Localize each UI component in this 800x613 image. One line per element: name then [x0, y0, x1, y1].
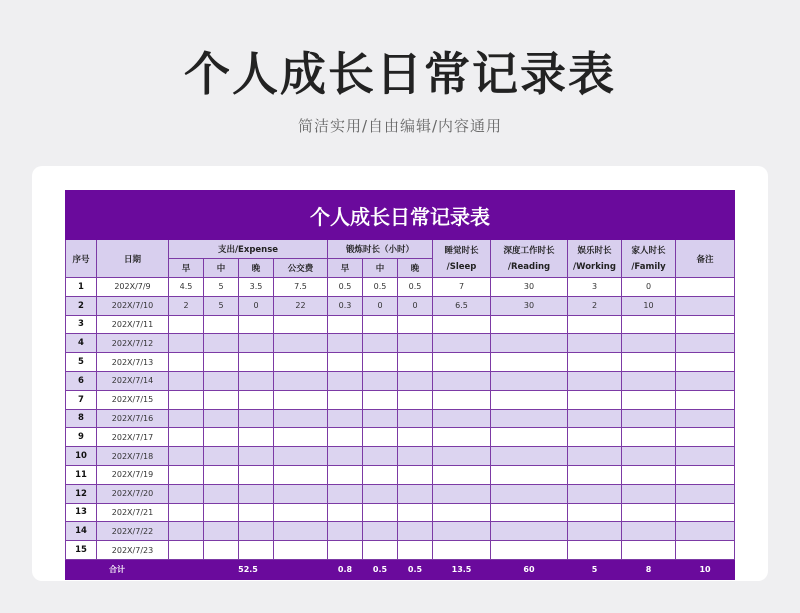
cell-exercise-morning[interactable] [328, 541, 363, 560]
col-family-header-en: /Family [631, 261, 666, 272]
cell-notes[interactable] [676, 334, 735, 353]
cell-sleep[interactable] [433, 503, 491, 522]
table-row [66, 315, 735, 334]
cell-expense-noon[interactable] [204, 428, 239, 447]
cell-sleep[interactable] [433, 541, 491, 560]
cell-notes[interactable] [676, 315, 735, 334]
cell-exercise-noon[interactable] [363, 315, 398, 334]
table-row [66, 390, 735, 409]
cell-expense-transit[interactable] [274, 428, 328, 447]
cell-exercise-noon[interactable]: 0 [363, 296, 398, 315]
table-body [66, 278, 735, 560]
cell-exercise-evening[interactable] [398, 428, 433, 447]
cell-family[interactable] [622, 371, 676, 390]
col-index-header: 序号 [66, 240, 97, 278]
expense-transit-header: 公交费 [274, 259, 328, 278]
cell-exercise-morning[interactable] [328, 447, 363, 466]
totals-row [66, 559, 735, 579]
cell-working[interactable] [568, 541, 622, 560]
cell-date[interactable]: 202X/7/11 [97, 315, 169, 334]
cell-index: 11 [66, 465, 97, 484]
col-expense-header: 支出/Expense [169, 240, 328, 259]
cell-sleep[interactable] [433, 334, 491, 353]
table-row [66, 484, 735, 503]
page-subtitle: 简洁实用/自由编辑/内容通用 [297, 117, 503, 135]
cell-sleep[interactable] [433, 428, 491, 447]
cell-expense-evening[interactable] [239, 484, 274, 503]
cell-working[interactable]: 3 [568, 278, 622, 297]
cell-expense-noon[interactable] [204, 353, 239, 372]
cell-expense-evening[interactable] [239, 390, 274, 409]
cell-reading[interactable] [491, 334, 568, 353]
cell-expense-transit[interactable] [274, 409, 328, 428]
total-expense[interactable]: 52.5 [169, 559, 328, 579]
cell-family[interactable] [622, 315, 676, 334]
cell-notes[interactable] [676, 296, 735, 315]
cell-expense-transit[interactable] [274, 371, 328, 390]
cell-expense-transit[interactable] [274, 541, 328, 560]
cell-sleep[interactable] [433, 409, 491, 428]
cell-notes[interactable] [676, 522, 735, 541]
exercise-noon-header: 中 [363, 259, 398, 278]
cell-family[interactable]: 0 [622, 278, 676, 297]
cell-expense-evening[interactable] [239, 334, 274, 353]
cell-family[interactable]: 10 [622, 296, 676, 315]
cell-reading[interactable]: 30 [491, 296, 568, 315]
cell-reading[interactable] [491, 522, 568, 541]
cell-notes[interactable] [676, 278, 735, 297]
cell-expense-noon[interactable]: 5 [204, 278, 239, 297]
cell-index: 13 [66, 503, 97, 522]
col-family-header [622, 240, 676, 278]
cell-expense-transit[interactable] [274, 447, 328, 466]
cell-index: 6 [66, 371, 97, 390]
cell-exercise-morning[interactable] [328, 522, 363, 541]
cell-exercise-noon[interactable] [363, 522, 398, 541]
cell-date[interactable]: 202X/7/12 [97, 334, 169, 353]
cell-exercise-noon[interactable] [363, 353, 398, 372]
cell-sleep[interactable] [433, 522, 491, 541]
cell-working[interactable] [568, 334, 622, 353]
cell-expense-noon[interactable] [204, 371, 239, 390]
cell-notes[interactable] [676, 484, 735, 503]
cell-notes[interactable] [676, 371, 735, 390]
table-row [66, 353, 735, 372]
cell-date[interactable]: 202X/7/14 [97, 371, 169, 390]
cell-notes[interactable] [676, 390, 735, 409]
cell-reading[interactable] [491, 465, 568, 484]
cell-expense-noon[interactable] [204, 522, 239, 541]
cell-exercise-noon[interactable]: 0.5 [363, 278, 398, 297]
cell-expense-noon[interactable] [204, 447, 239, 466]
cell-expense-morning[interactable] [169, 353, 204, 372]
cell-index: 2 [66, 296, 97, 315]
cell-family[interactable] [622, 353, 676, 372]
cell-notes[interactable] [676, 409, 735, 428]
cell-exercise-morning[interactable]: 0.3 [328, 296, 363, 315]
cell-exercise-evening[interactable] [398, 503, 433, 522]
cell-expense-morning[interactable] [169, 503, 204, 522]
cell-index: 1 [66, 278, 97, 297]
total-notes[interactable]: 10 [676, 559, 735, 579]
cell-working[interactable] [568, 428, 622, 447]
cell-expense-evening[interactable] [239, 315, 274, 334]
cell-expense-transit[interactable] [274, 522, 328, 541]
cell-index: 3 [66, 315, 97, 334]
table-row [66, 409, 735, 428]
cell-expense-evening[interactable] [239, 447, 274, 466]
total-family[interactable]: 8 [622, 559, 676, 579]
cell-exercise-noon[interactable] [363, 390, 398, 409]
total-sleep[interactable]: 13.5 [433, 559, 491, 579]
cell-index: 15 [66, 541, 97, 560]
cell-expense-evening[interactable] [239, 541, 274, 560]
cell-index: 5 [66, 353, 97, 372]
cell-notes[interactable] [676, 428, 735, 447]
table-row [66, 503, 735, 522]
cell-working[interactable] [568, 484, 622, 503]
cell-sleep[interactable]: 6.5 [433, 296, 491, 315]
cell-expense-noon[interactable] [204, 541, 239, 560]
cell-expense-transit[interactable]: 22 [274, 296, 328, 315]
cell-index: 10 [66, 447, 97, 466]
cell-expense-morning[interactable] [169, 371, 204, 390]
cell-index: 8 [66, 409, 97, 428]
cell-expense-evening[interactable] [239, 522, 274, 541]
table-row [66, 428, 735, 447]
cell-exercise-evening[interactable]: 0 [398, 296, 433, 315]
cell-exercise-evening[interactable] [398, 484, 433, 503]
sheet-banner: 个人成长日常记录表 [66, 191, 735, 240]
cell-working[interactable] [568, 465, 622, 484]
cell-exercise-morning[interactable] [328, 334, 363, 353]
cell-expense-morning[interactable] [169, 541, 204, 560]
cell-working[interactable] [568, 447, 622, 466]
cell-working[interactable] [568, 390, 622, 409]
cell-exercise-morning[interactable] [328, 390, 363, 409]
table-row [66, 522, 735, 541]
cell-expense-morning[interactable]: 2 [169, 296, 204, 315]
cell-expense-transit[interactable]: 7.5 [274, 278, 328, 297]
cell-date[interactable]: 202X/7/17 [97, 428, 169, 447]
cell-sleep[interactable] [433, 484, 491, 503]
cell-notes[interactable] [676, 465, 735, 484]
table-row [66, 447, 735, 466]
totals-label: 合计 [66, 559, 169, 579]
cell-expense-morning[interactable] [169, 409, 204, 428]
col-sleep-header [433, 240, 491, 278]
cell-expense-evening[interactable] [239, 409, 274, 428]
cell-expense-transit[interactable] [274, 465, 328, 484]
cell-sleep[interactable] [433, 390, 491, 409]
cell-notes[interactable] [676, 447, 735, 466]
cell-working[interactable] [568, 315, 622, 334]
cell-date[interactable]: 202X/7/19 [97, 465, 169, 484]
cell-notes[interactable] [676, 541, 735, 560]
cell-expense-morning[interactable] [169, 390, 204, 409]
cell-expense-noon[interactable]: 5 [204, 296, 239, 315]
total-working[interactable]: 5 [568, 559, 622, 579]
cell-expense-noon[interactable] [204, 390, 239, 409]
cell-expense-noon[interactable] [204, 484, 239, 503]
cell-working[interactable] [568, 503, 622, 522]
cell-exercise-evening[interactable] [398, 390, 433, 409]
cell-exercise-noon[interactable] [363, 428, 398, 447]
cell-date[interactable]: 202X/7/16 [97, 409, 169, 428]
cell-expense-transit[interactable] [274, 484, 328, 503]
cell-expense-morning[interactable] [169, 428, 204, 447]
cell-sleep[interactable] [433, 447, 491, 466]
cell-exercise-evening[interactable] [398, 315, 433, 334]
cell-expense-noon[interactable] [204, 315, 239, 334]
total-reading[interactable]: 60 [491, 559, 568, 579]
cell-exercise-noon[interactable] [363, 334, 398, 353]
cell-working[interactable]: 2 [568, 296, 622, 315]
cell-index: 12 [66, 484, 97, 503]
cell-family[interactable] [622, 428, 676, 447]
cell-date[interactable]: 202X/7/10 [97, 296, 169, 315]
cell-working[interactable] [568, 409, 622, 428]
cell-date[interactable]: 202X/7/9 [97, 278, 169, 297]
cell-expense-morning[interactable] [169, 522, 204, 541]
cell-working[interactable] [568, 522, 622, 541]
cell-expense-morning[interactable]: 4.5 [169, 278, 204, 297]
cell-family[interactable] [622, 334, 676, 353]
col-reading-header-cn: 深度工作时长 [503, 245, 555, 256]
col-reading-header-en: /Reading [507, 261, 551, 272]
cell-expense-morning[interactable] [169, 465, 204, 484]
expense-morning-header: 早 [169, 259, 204, 278]
cell-family[interactable] [622, 522, 676, 541]
cell-working[interactable] [568, 353, 622, 372]
cell-expense-transit[interactable] [274, 503, 328, 522]
page-title: 个人成长日常记录表 [184, 47, 616, 101]
col-exercise-header: 锻炼时长（小时） [328, 240, 433, 259]
cell-reading[interactable] [491, 503, 568, 522]
cell-exercise-evening[interactable] [398, 353, 433, 372]
cell-expense-evening[interactable] [239, 465, 274, 484]
cell-expense-evening[interactable] [239, 353, 274, 372]
cell-exercise-noon[interactable] [363, 447, 398, 466]
exercise-evening-header: 晚 [398, 259, 433, 278]
record-table [65, 190, 735, 580]
cell-expense-evening[interactable]: 0 [239, 296, 274, 315]
cell-sleep[interactable] [433, 465, 491, 484]
col-working-header-cn: 娱乐时长 [577, 245, 612, 256]
table-row [66, 465, 735, 484]
cell-date[interactable]: 202X/7/23 [97, 541, 169, 560]
table-row [66, 296, 735, 315]
cell-reading[interactable] [491, 371, 568, 390]
cell-exercise-evening[interactable]: 0.5 [398, 278, 433, 297]
cell-expense-evening[interactable] [239, 428, 274, 447]
cell-reading[interactable] [491, 353, 568, 372]
cell-exercise-morning[interactable] [328, 315, 363, 334]
cell-family[interactable] [622, 465, 676, 484]
cell-family[interactable] [622, 390, 676, 409]
cell-index: 9 [66, 428, 97, 447]
cell-expense-evening[interactable] [239, 503, 274, 522]
col-sleep-header-cn: 睡觉时长 [444, 245, 479, 256]
cell-expense-morning[interactable] [169, 315, 204, 334]
cell-exercise-evening[interactable] [398, 541, 433, 560]
cell-sleep[interactable]: 7 [433, 278, 491, 297]
cell-sleep[interactable] [433, 315, 491, 334]
cell-date[interactable]: 202X/7/18 [97, 447, 169, 466]
expense-noon-header: 中 [204, 259, 239, 278]
cell-expense-transit[interactable] [274, 353, 328, 372]
cell-sleep[interactable] [433, 353, 491, 372]
cell-notes[interactable] [676, 353, 735, 372]
cell-family[interactable] [622, 447, 676, 466]
cell-expense-noon[interactable] [204, 409, 239, 428]
cell-expense-transit[interactable] [274, 390, 328, 409]
cell-sleep[interactable] [433, 371, 491, 390]
cell-expense-morning[interactable] [169, 334, 204, 353]
cell-exercise-evening[interactable] [398, 447, 433, 466]
cell-exercise-evening[interactable] [398, 522, 433, 541]
cell-date[interactable]: 202X/7/22 [97, 522, 169, 541]
table-row [66, 541, 735, 560]
cell-family[interactable] [622, 409, 676, 428]
cell-exercise-morning[interactable] [328, 503, 363, 522]
table-row [66, 334, 735, 353]
cell-index: 14 [66, 522, 97, 541]
expense-evening-header: 晚 [239, 259, 274, 278]
table-row [66, 278, 735, 297]
cell-date[interactable]: 202X/7/21 [97, 503, 169, 522]
cell-reading[interactable] [491, 541, 568, 560]
cell-exercise-morning[interactable] [328, 371, 363, 390]
cell-reading[interactable]: 30 [491, 278, 568, 297]
cell-reading[interactable] [491, 447, 568, 466]
table-row [66, 371, 735, 390]
col-notes-header: 备注 [676, 240, 735, 278]
cell-expense-noon[interactable] [204, 503, 239, 522]
cell-exercise-morning[interactable] [328, 465, 363, 484]
total-exercise-evening[interactable]: 0.5 [398, 559, 433, 579]
cell-expense-evening[interactable] [239, 371, 274, 390]
cell-index: 7 [66, 390, 97, 409]
cell-expense-transit[interactable] [274, 315, 328, 334]
cell-expense-transit[interactable] [274, 334, 328, 353]
cell-family[interactable] [622, 484, 676, 503]
cell-reading[interactable] [491, 409, 568, 428]
cell-exercise-evening[interactable] [398, 409, 433, 428]
cell-exercise-evening[interactable] [398, 465, 433, 484]
cell-date[interactable]: 202X/7/13 [97, 353, 169, 372]
cell-exercise-noon[interactable] [363, 541, 398, 560]
cell-exercise-noon[interactable] [363, 503, 398, 522]
cell-exercise-noon[interactable] [363, 371, 398, 390]
cell-expense-noon[interactable] [204, 334, 239, 353]
cell-exercise-morning[interactable] [328, 484, 363, 503]
col-reading-header [491, 240, 568, 278]
cell-date[interactable]: 202X/7/15 [97, 390, 169, 409]
cell-family[interactable] [622, 503, 676, 522]
col-date-header: 日期 [97, 240, 169, 278]
col-sleep-header-en: /Sleep [446, 261, 477, 272]
cell-family[interactable] [622, 541, 676, 560]
cell-reading[interactable] [491, 315, 568, 334]
cell-expense-morning[interactable] [169, 447, 204, 466]
col-family-header-cn: 家人时长 [631, 245, 666, 256]
cell-exercise-noon[interactable] [363, 465, 398, 484]
cell-working[interactable] [568, 371, 622, 390]
cell-exercise-morning[interactable] [328, 409, 363, 428]
cell-date[interactable]: 202X/7/20 [97, 484, 169, 503]
cell-exercise-evening[interactable] [398, 334, 433, 353]
cell-exercise-morning[interactable] [328, 353, 363, 372]
cell-exercise-morning[interactable]: 0.5 [328, 278, 363, 297]
cell-index: 4 [66, 334, 97, 353]
total-exercise-noon[interactable]: 0.5 [363, 559, 398, 579]
cell-expense-evening[interactable]: 3.5 [239, 278, 274, 297]
cell-exercise-noon[interactable] [363, 409, 398, 428]
cell-expense-morning[interactable] [169, 484, 204, 503]
col-working-header-en: /Working [573, 261, 616, 272]
cell-reading[interactable] [491, 484, 568, 503]
record-sheet [65, 190, 734, 580]
col-working-header [568, 240, 622, 278]
cell-expense-noon[interactable] [204, 465, 239, 484]
cell-reading[interactable] [491, 428, 568, 447]
cell-exercise-noon[interactable] [363, 484, 398, 503]
cell-exercise-evening[interactable] [398, 371, 433, 390]
exercise-morning-header: 早 [328, 259, 363, 278]
total-exercise-morning[interactable]: 0.8 [328, 559, 363, 579]
cell-notes[interactable] [676, 503, 735, 522]
cell-reading[interactable] [491, 390, 568, 409]
cell-exercise-morning[interactable] [328, 428, 363, 447]
